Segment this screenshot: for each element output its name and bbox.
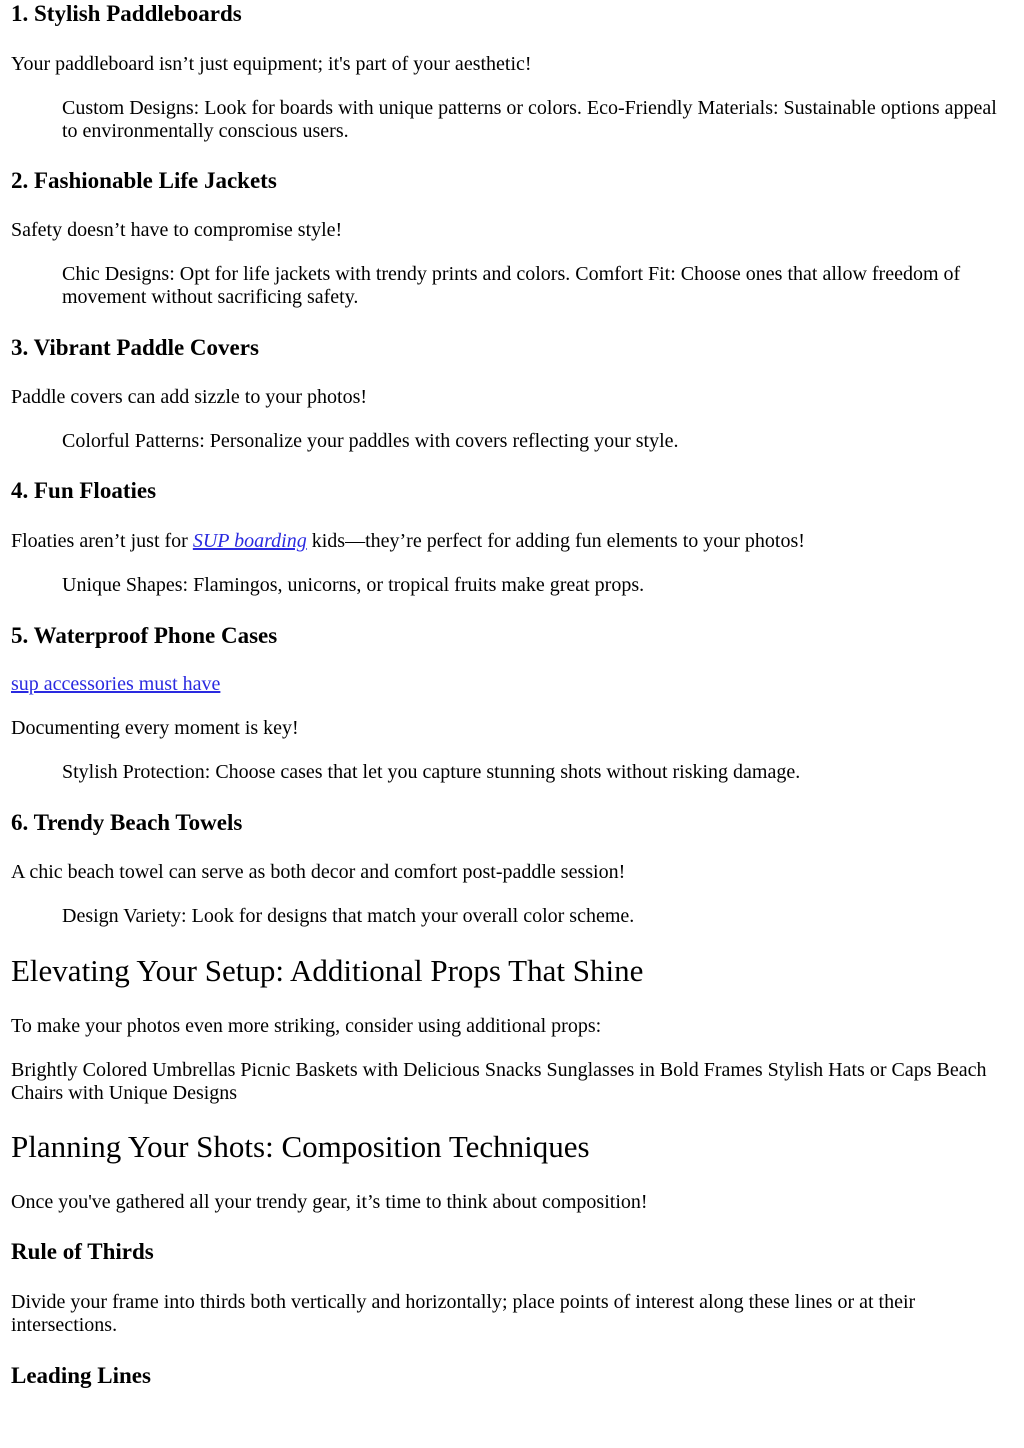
section-heading-life-jackets: 2. Fashionable Life Jackets (11, 168, 277, 193)
composition-heading: Planning Your Shots: Composition Techniques (11, 1129, 590, 1164)
section-heading-beach-towels: 6. Trendy Beach Towels (11, 810, 243, 835)
section-intro-floaties (11, 530, 1001, 553)
floaties-intro-after: kids—they’re perfect for adding fun elements to your photos! (306, 530, 805, 552)
section-intro-beach-towels: A chic beach towel can serve as both decor and comfort post-paddle session! (11, 861, 626, 883)
section-detail-life-jackets: Chic Designs: Opt for life jackets with trendy prints and colors. Comfort Fit: Choose ones that allow freedom of movement without sacrificing safety. (62, 263, 961, 308)
leading-lines-heading: Leading Lines (11, 1363, 151, 1388)
section-intro-phone-cases: Documenting every moment is key! (11, 717, 299, 739)
rule-of-thirds-text: Divide your frame into thirds both vertically and horizontally; place points of interest along these lines or at their intersections. (11, 1291, 916, 1336)
props-list: Brightly Colored Umbrellas Picnic Baskets with Delicious Snacks Sunglasses in Bold Frames Stylish Hats or Caps Beach Chairs with Unique Designs (11, 1059, 987, 1104)
props-heading: Elevating Your Setup: Additional Props That Shine (11, 953, 644, 988)
sup-boarding-link[interactable]: SUP boarding (192, 530, 307, 552)
floaties-intro-before: Floaties aren’t just for (11, 530, 193, 552)
section-intro-paddle-covers: Paddle covers can add sizzle to your photos! (11, 386, 368, 408)
rule-of-thirds-heading: Rule of Thirds (11, 1239, 154, 1264)
props-intro: To make your photos even more striking, consider using additional props: (11, 1015, 602, 1037)
section-link-paragraph (11, 673, 1001, 696)
section-detail-paddleboards: Custom Designs: Look for boards with unique patterns or colors. Eco-Friendly Materials: Sustainable options appeal to environmentally conscious users. (62, 97, 997, 142)
section-intro-life-jackets: Safety doesn’t have to compromise style! (11, 219, 343, 241)
section-heading-paddleboards: 1. Stylish Paddleboards (11, 1, 242, 26)
section-intro-paddleboards: Your paddleboard isn’t just equipment; it's part of your aesthetic! (11, 53, 532, 75)
section-detail-floaties: Unique Shapes: Flamingos, unicorns, or tropical fruits make great props. (62, 574, 645, 596)
composition-intro: Once you've gathered all your trendy gear, it’s time to think about composition! (11, 1191, 648, 1213)
section-heading-floaties: 4. Fun Floaties (11, 478, 157, 503)
section-detail-paddle-covers: Colorful Patterns: Personalize your paddles with covers reflecting your style. (62, 430, 679, 452)
section-heading-phone-cases: 5. Waterproof Phone Cases (11, 623, 278, 648)
sup-accessories-link[interactable]: sup accessories must have (11, 673, 221, 695)
section-detail-phone-cases: Stylish Protection: Choose cases that let you capture stunning shots without risking damage. (62, 761, 801, 783)
section-heading-paddle-covers: 3. Vibrant Paddle Covers (11, 335, 259, 360)
section-detail-beach-towels: Design Variety: Look for designs that match your overall color scheme. (62, 905, 635, 927)
